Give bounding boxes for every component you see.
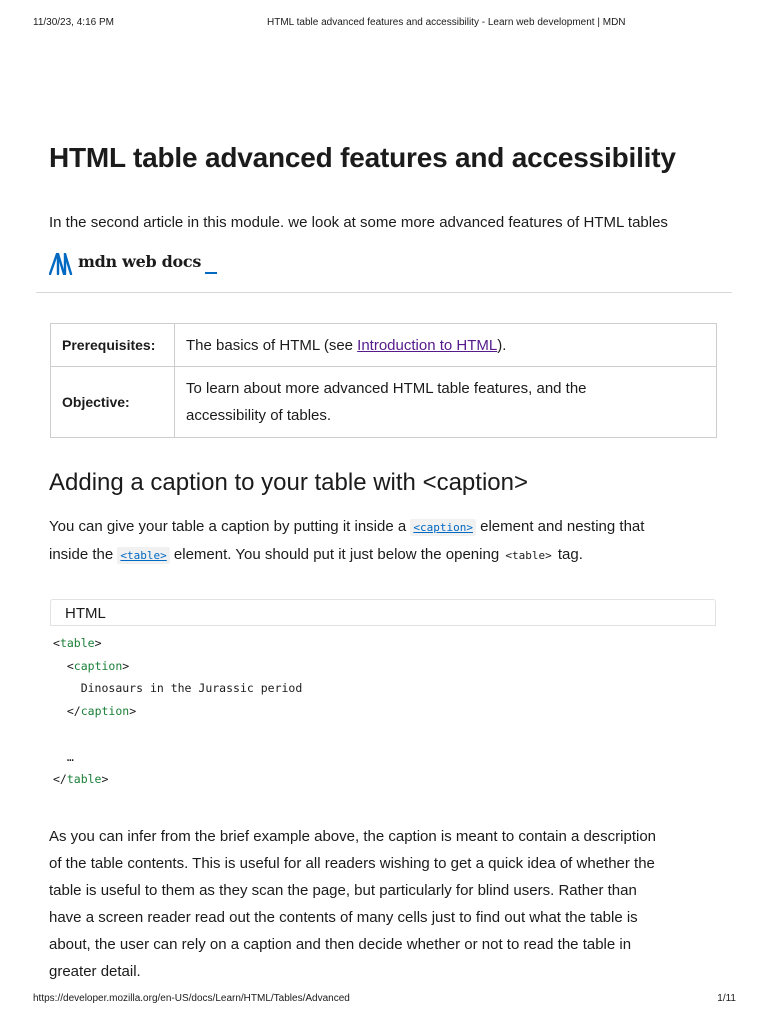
print-header xyxy=(33,17,738,31)
objective-line-1: To learn about more advanced HTML table features, and the xyxy=(186,380,587,397)
paragraph-text: You can give your table a caption by putting it inside a xyxy=(49,518,411,535)
code-line: <caption> xyxy=(66,658,130,673)
code-line: … xyxy=(66,749,74,764)
page-title: HTML table advanced features and accessibility xyxy=(49,142,676,173)
introduction-to-html-link[interactable]: Introduction to HTML xyxy=(357,336,498,354)
code-language-label: HTML xyxy=(65,605,106,622)
paragraph-text: tag. xyxy=(553,546,583,563)
code-example xyxy=(53,632,302,791)
print-url: https://developer.mozilla.org/en-US/docs/Learn/HTML/Tables/Advanced xyxy=(33,993,350,1004)
caption-element-link[interactable]: <caption> xyxy=(410,519,476,536)
table-element-link[interactable]: <table> xyxy=(117,547,169,564)
paragraph-line: As you can infer from the brief example above, the caption is meant to contain a description xyxy=(49,828,657,845)
prerequisites-suffix: ). xyxy=(497,336,507,354)
prerequisites-text: The basics of HTML (see xyxy=(186,336,358,354)
code-line: </table> xyxy=(53,772,109,787)
logo-cursor xyxy=(205,272,217,274)
objective-line-2: accessibility of tables. xyxy=(186,407,332,424)
paragraph-text: inside the xyxy=(49,546,118,563)
print-page-number: 1/11 xyxy=(717,993,736,1004)
section-heading: Adding a caption to your table with <caption> xyxy=(49,469,528,496)
prerequisites-value xyxy=(175,324,717,367)
paragraph-line: have a screen reader read out the contents of many cells just to find out what the table is xyxy=(49,909,638,926)
paragraph-line: table is useful to them as they scan the page, but particularly for blind users. Rather than xyxy=(49,882,637,899)
prerequisites-label: Prerequisites: xyxy=(51,324,175,367)
paragraph-line: of the table contents. This is useful for all readers wishing to get a quick idea of whether the xyxy=(49,855,655,872)
objective-value xyxy=(175,367,717,438)
print-page-title: HTML table advanced features and accessibility - Learn web development | MDN xyxy=(267,17,626,28)
print-date: 11/30/23, 4:16 PM xyxy=(33,17,114,28)
table-inline-code: <table> xyxy=(505,549,552,562)
logo-text: mdn web docs xyxy=(78,252,202,271)
table-row xyxy=(51,367,717,438)
mdn-logo-icon xyxy=(49,253,73,275)
paragraph-line: about, the user can rely on a caption and then decide whether or not to read the table in xyxy=(49,936,632,953)
caption-intro-paragraph xyxy=(49,513,729,569)
paragraph-text: element and nesting that xyxy=(475,518,645,535)
code-line: </caption> xyxy=(66,704,137,719)
code-example-header xyxy=(50,599,716,626)
code-line: Dinosaurs in the Jurassic period xyxy=(80,681,303,696)
learning-info-table xyxy=(50,323,717,438)
header-divider xyxy=(36,292,732,293)
print-footer xyxy=(33,993,736,1007)
paragraph-text: element. You should put it just below the opening xyxy=(169,546,504,563)
paragraph-line: greater detail. xyxy=(49,963,141,980)
mdn-logo[interactable] xyxy=(49,247,217,275)
table-row xyxy=(51,324,717,367)
article-summary: In the second article in this module. we look at some more advanced features of HTML tables xyxy=(49,214,668,231)
code-line: <table> xyxy=(53,636,102,650)
caption-explanation-paragraph xyxy=(49,823,729,985)
objective-label: Objective: xyxy=(51,367,175,438)
